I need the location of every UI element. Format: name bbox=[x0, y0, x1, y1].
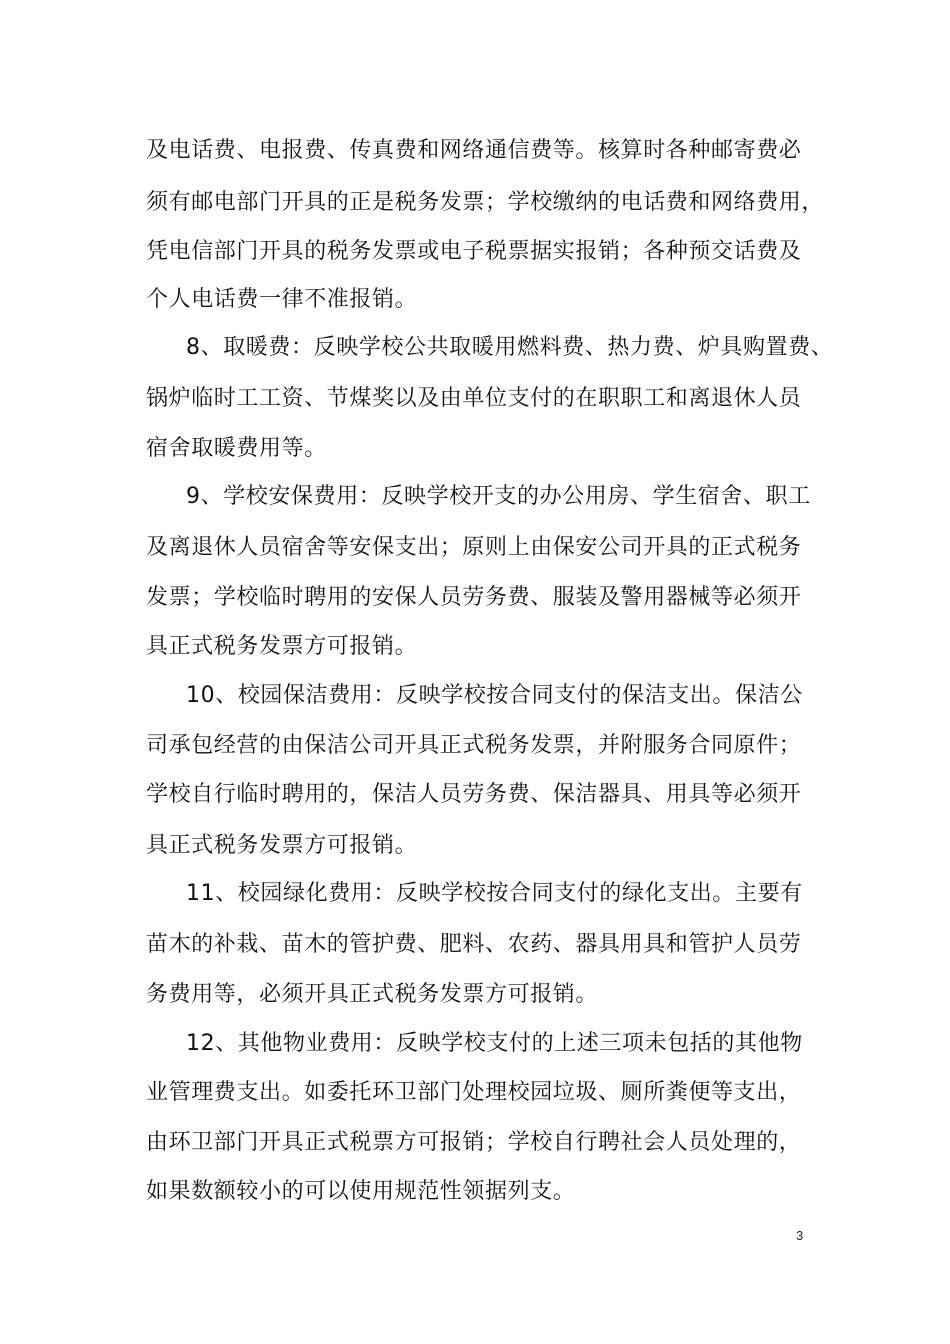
page-number: 3 bbox=[796, 1228, 804, 1243]
text-line: 及电话费、电报费、传真费和网络通信费等。核算时各种邮寄费必 bbox=[146, 138, 802, 163]
text-line: 具正式税务发票方可报销。 bbox=[146, 833, 418, 858]
text-line: 8、取暖费：反映学校公共取暖用燃料费、热力费、炉具购置费、 bbox=[186, 335, 834, 360]
text-line: 9、学校安保费用：反映学校开支的办公用房、学生宿舍、职工 bbox=[186, 484, 811, 509]
text-line: 司承包经营的由保洁公司开具正式税务发票，并附服务合同原件； bbox=[146, 733, 802, 758]
text-line: 锅炉临时工工资、节煤奖以及由单位支付的在职职工和离退休人员 bbox=[146, 386, 802, 411]
text-line: 发票；学校临时聘用的安保人员劳务费、服装及警用器械等必须开 bbox=[146, 585, 802, 610]
text-line: 具正式税务发票方可报销。 bbox=[146, 634, 418, 659]
text-line: 学校自行临时聘用的，保洁人员劳务费、保洁器具、用具等必须开 bbox=[146, 782, 802, 807]
text-line: 11、校园绿化费用：反映学校按合同支付的绿化支出。主要有 bbox=[186, 881, 803, 906]
text-line: 10、校园保洁费用：反映学校按合同支付的保洁支出。保洁公 bbox=[186, 683, 803, 708]
text-line: 务费用等，必须开具正式税务发票方可报销。 bbox=[146, 982, 599, 1007]
text-line: 由环卫部门开具正式税票方可报销；学校自行聘社会人员处理的， bbox=[146, 1130, 802, 1155]
text-line: 个人电话费一律不准报销。 bbox=[146, 287, 418, 312]
text-line: 12、其他物业费用：反映学校支付的上述三项未包括的其他物 bbox=[186, 1031, 803, 1056]
text-line: 如果数额较小的可以使用规范性领据列支。 bbox=[146, 1179, 576, 1204]
text-line: 及离退休人员宿舍等安保支出；原则上由保安公司开具的正式税务 bbox=[146, 535, 802, 560]
text-line: 须有邮电部门开具的正是税务发票；学校缴纳的电话费和网络费用， bbox=[146, 190, 825, 215]
text-line: 苗木的补栽、苗木的管护费、肥料、农药、器具用具和管护人员劳 bbox=[146, 932, 802, 957]
text-line: 业管理费支出。如委托环卫部门处理校园垃圾、厕所粪便等支出， bbox=[146, 1080, 802, 1105]
text-line: 宿舍取暖费用等。 bbox=[146, 436, 327, 461]
text-line: 凭电信部门开具的税务发票或电子税票据实报销；各种预交话费及 bbox=[146, 239, 802, 264]
